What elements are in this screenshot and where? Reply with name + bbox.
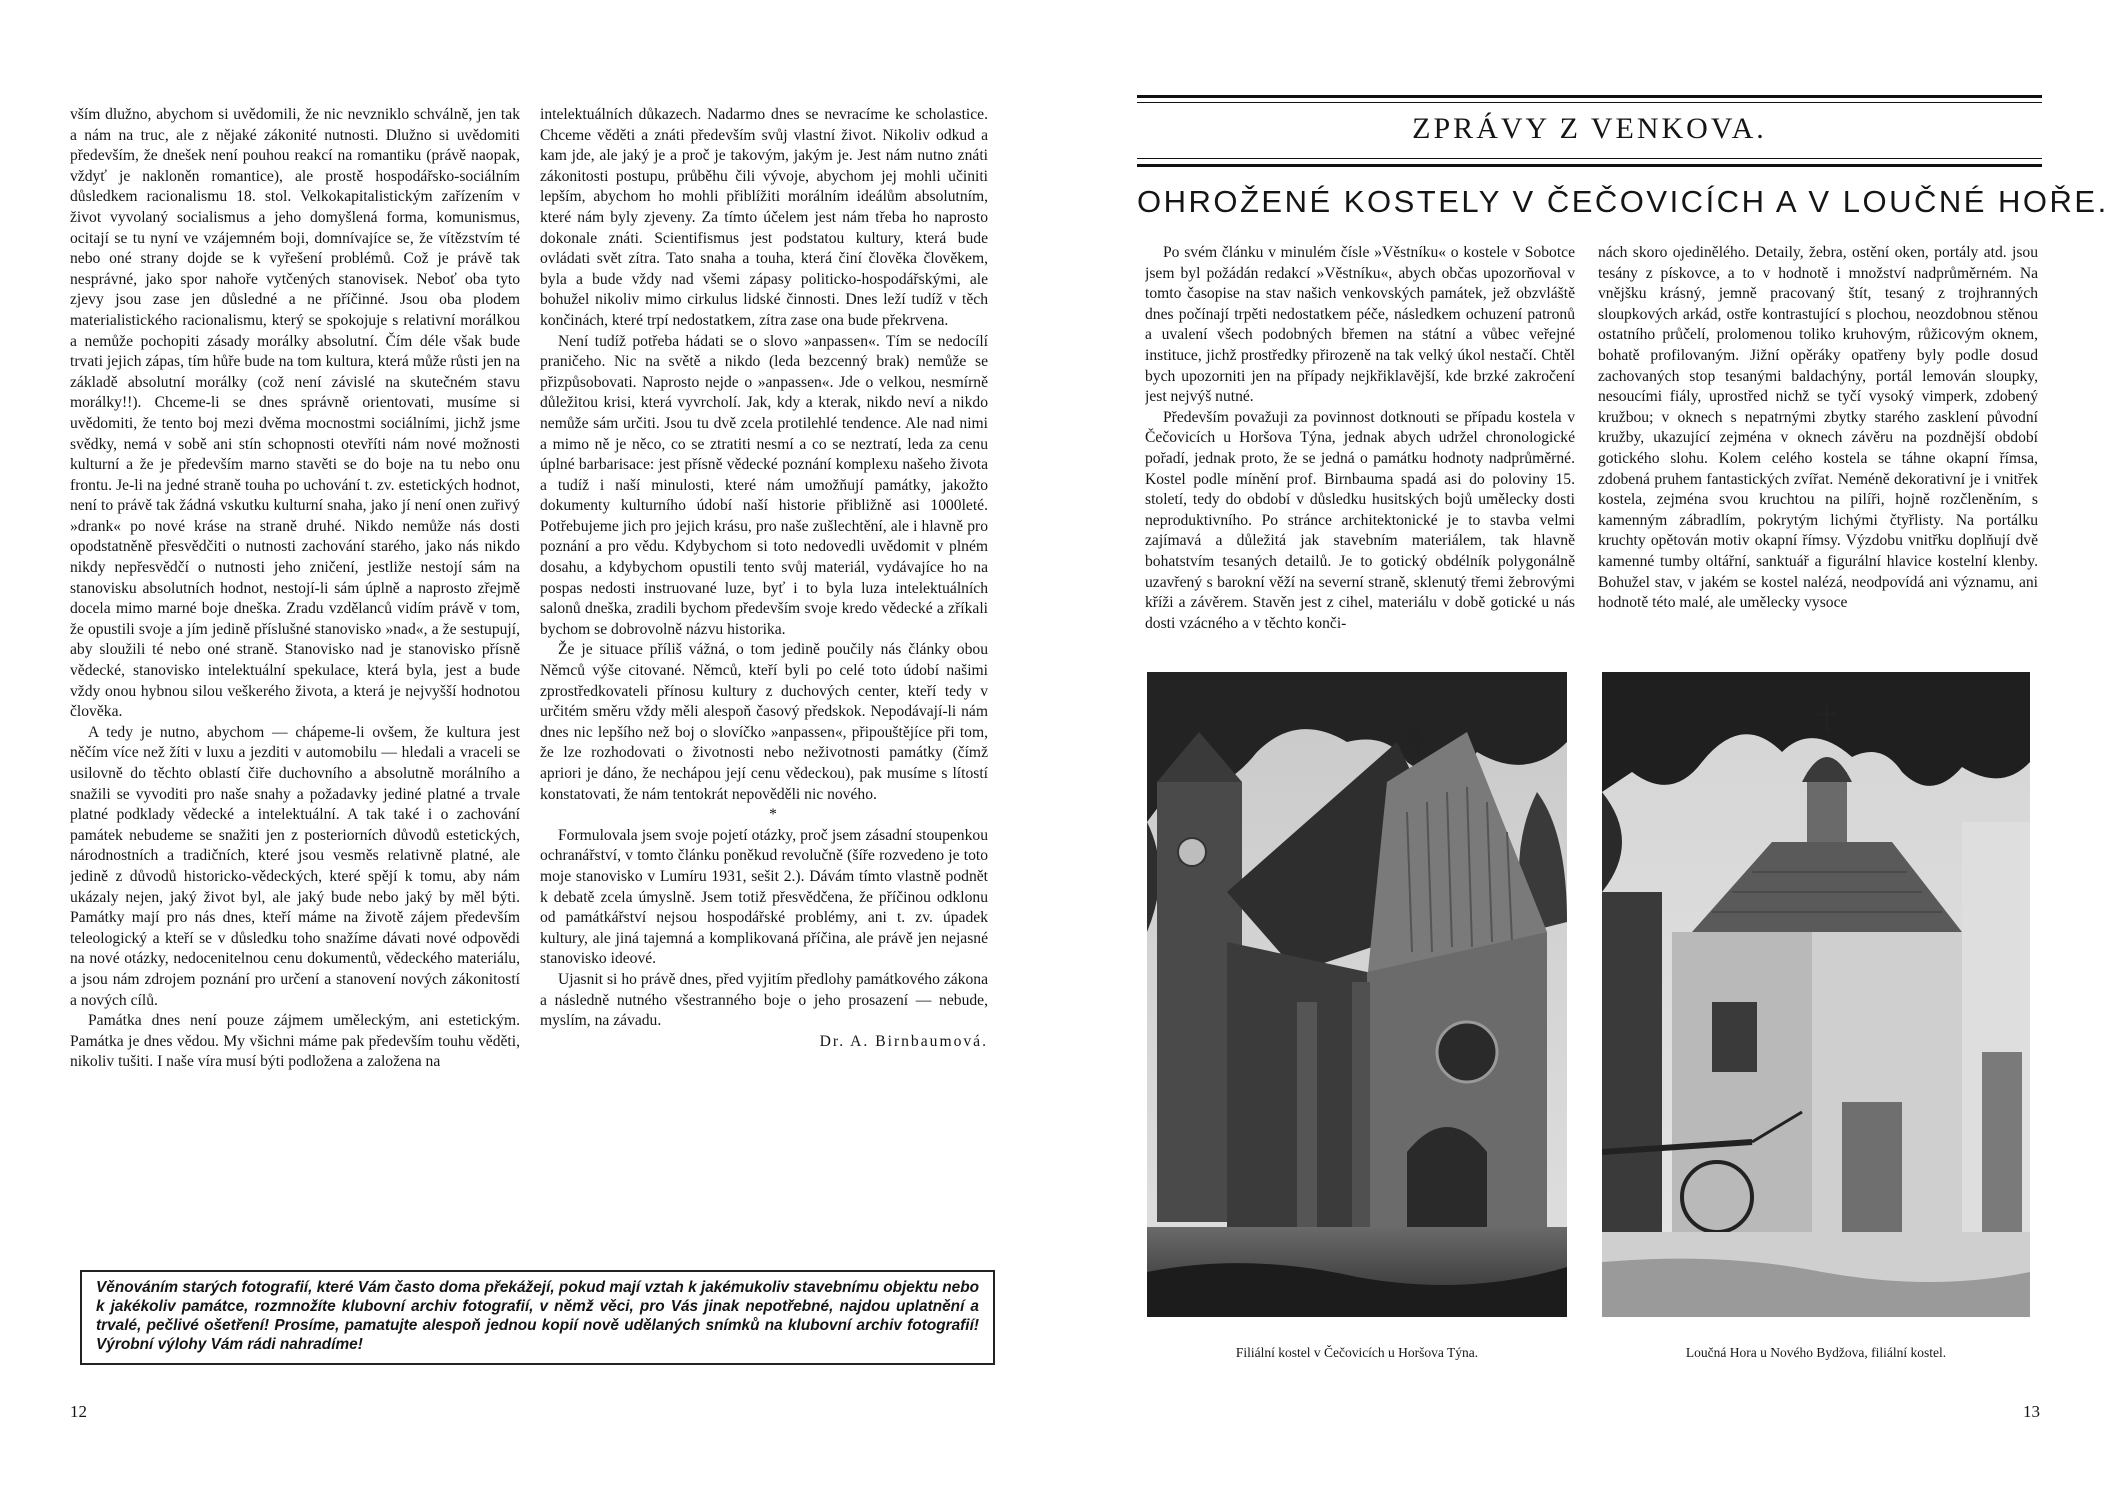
article-title: OHROŽENÉ KOSTELY V ČEČOVICÍCH A V LOUČNÉ HOŘE.	[1137, 184, 2109, 219]
page-number-left: 12	[70, 1402, 87, 1421]
church-loucna-hora-image	[1602, 672, 2030, 1317]
right-column-2	[1598, 243, 2038, 651]
page-number-right: 13	[2023, 1402, 2040, 1421]
header-rule	[1137, 95, 2042, 98]
paragraph: Po svém článku v minulém čísle »Věstníku« o kostele v Sobotce jsem byl požádán redakcí »Věstníku«, abych občas upozorňoval v tomto časopise na stav našich venkovských památek, jež obzvláště dnes počínají trpěti nedostatkem péče, následkem ochuzení patronů a uvalení všech podobných břemen na státní a vůbec veřejné instituce, jichž prostředky přirozeně na tak velký úkol nestačí. Chtěl bych upozorniti jen na případy nejkřiklavější, kde brzké zakročení jest nejvýš nutné.	[1145, 244, 1575, 406]
header-rule	[1137, 158, 2042, 159]
section-title: ZPRÁVY Z VENKOVA.	[1412, 112, 1767, 145]
right-column-1	[1145, 243, 1575, 651]
paragraph: Ujasnit si ho právě dnes, před vyjitím předlohy památkového zákona a následně nutného všestranného boje o jeho prosazení — nebude, myslím, na závadu.	[540, 970, 988, 1030]
paragraph: vším dlužno, abychom si uvědomili, že nic nevzniklo schválně, jen tak a nám na truc, ale z nějaké zákonité nutnosti. Dlužno si uvědomiti především, že dnešek není pouhou reakcí na romantiku (právě naopak, vždyť je nakloněn romantice), ale prostě hospodářsko-sociálním důsledkem racionalismu 18. stol. Velkokapitalistickým zařízením v život vyvolaný socialismus a jeho domyšlená forma, komunismus, ocitají se tu nyní ve vzájemném boji, domnívajíce se, že vítězstvím té nebo oné strany dojde se k vyřešení problémů. Což je právě tak nesprávné, jako spor nahoře vytčených stanovisek. Neboť oba tyto zjevy jsou zase jen důsledné a ne příčinné. Jsou oba plodem materialistického racionalismu, který se spokojuje s relativní morálkou a nemůže pochopiti zásady morálky absolutní. Čím déle však bude trvati jejich zápas, tím hůře bude na tom kultura, která může růsti jen na základě absolutní morálky (což není závislé na skutečném stavu morálky!!). Chceme-li se dnes správně orientovati, musíme si uvědomiti, že tento boj mezi dvěma mocnostmi sociálními, jichž jsme svědky, nemá v sobě ani stín schopnosti otevříti nám nové možnosti kulturní a že je především marno stavěti se do boje na tu nebo onu frontu. Je-li na jedné straně touha po uchování t. zv. estetických hodnot, není to právě tak žádná vskutku kulturní snaha, jako jí není onen zuřivý »drank« po nové kráse na straně druhé. Nikdo nemůže nás dosti opodstatněně přesvědčiti o nutnosti zachování starého, jako nás nikdo nikdy nepřesvědčí o nutnosti jeho zničení, jestliže nestojí sám na stanovisku absolutních hodnot, nestojí-li sám úplně a naprosto zřejmě docela mimo marné boje dneška. Zradu vzdělanců vidím právě v tom, že opustili svoje a jím jedině příslušné stanovisko »nad«, a že sestupují, aby sloužili té nebo oné straně. Stanovisko nad je stanovisko přísně vědecké, stanovisko intelektuální spekulace, která byla, jest a bude vždy onou hybnou silou veškerého života, a která je nejvyšší hodnotou člověka.	[70, 106, 520, 721]
church-photo-loucna-hora	[1602, 672, 2030, 1317]
paragraph: Památka dnes není pouze zájmem uměleckým, ani estetickým. Památka je dnes vědou. My všichni máme pak především touhu věděti, nikoliv tušiti. I naše víra musí býti podložena a založena na	[70, 1012, 520, 1071]
header-rule	[1137, 164, 2042, 167]
photo-caption-cecovice: Filiální kostel v Čečovicích u Horšova Týna.	[1235, 1345, 1479, 1360]
left-column-2	[540, 105, 988, 1255]
paragraph: Že je situace příliš vážná, o tom jedině poučily nás články obou Němců výše citované. Němců, kteří byli po celé toto údobí našimi zprostředkovateli přínosu kultury z duchových center, kteří tedy v určitém směru vždy měli alespoň časový předskok. Nepodávají-li nám dnes nic lepšího než boj o slovíčko »anpassen«, připouštějíce při tom, že lze rozhodovati o životnosti nebo neživotnosti památky (čímž apriori je dáno, že nechápou její cenu vědeckou), pak musíme s lítostí konstatovati, že nám tentokrát nepověděli nic nového.	[540, 641, 988, 803]
photo-caption-loucna-hora: Loučná Hora u Nového Bydžova, filiální kostel.	[1685, 1345, 1947, 1360]
church-cecovice-image	[1147, 672, 1567, 1317]
paragraph: Formulovala jsem svoje pojetí otázky, proč jsem zásadní stoupenkou ochranářství, v tomto článku poněkud revolučně (šíře rozvedeno je toto moje stanovisko v Lumíru 1931, sešit 2.). Dávám tímto vlastně podnět k debatě zcela úmyslně. Jsem totiž přesvědčena, že příčinou odklonu od památkářství nejsou hospodářské problémy, ani t. zv. úpadek kultury, ale jiná tajemná a komplikovaná příčina, ale právě jen nejasné stanovisko ideové.	[540, 826, 988, 968]
photo-archive-notice: Věnováním starých fotografií, které Vám často doma překážejí, pokud mají vztah k jakémukoliv stavebnímu objektu nebo k jakékoliv památce, rozmnožíte klubovní archiv fotografií, v němž věci, pro Vás jinak nepotřebné, najdou uplatnění a trvalé, pečlivé ošetření! Prosíme, pamatujte alespoň jednou kopií nově udělaných snímků na klubovní archiv fotografií! Výrobní výlohy Vám rádi nahradíme!	[80, 1270, 995, 1365]
paragraph: nách skoro ojedinělého. Detaily, žebra, ostění oken, portály atd. jsou tesány z pískovce, a to v hodnotě i množství nadprůměrném. Na vnějšku krásný, jemně pracovaný štít, tesaný z trojhranných sloupkových arkád, ostře kontrastující s plochou, neozdobnou stěnou ostatního průčelí, prolomenou toliko kruhovým, růžicovým oknem, bohatě profilovaným. Jižní opěráky opatřeny byly podle dosud zachovaných stop tesanými baldachýny, portál lemován sloupky, nesoucími fiály, uprostřed nichž se tyčí vysoký vimperk, zdobený kružbou; v oknech s nepatrnými zbytky starého zasklení původní kružby, ukazující zejména v oknech závěru na pozdnější období gotického slohu. Kolem celého kostela se táhne okapní římsa, zdobená pruhem fantastických zvířat. Neméně dekorativní je i vnitřek kostela, zejména svou kruchtou na pilíři, hojně rozčleněním, s kamenným zábradlím, pokrytým lichými čtyřlisty. Na portálku kruchty opětován motiv okapní římsy. Výzdobu vnitřku doplňují dvě kamenné tumby oltářní, sanktuář a figurální hlavice kostelní klenby. Bohužel stav, v jakém se kostel nalézá, neodpovídá ani významu, ani hodnotě této malé, ale umělecky vysoce	[1598, 244, 2038, 612]
paragraph: intelektuálních důkazech. Nadarmo dnes se nevracíme ke scholastice. Chceme věděti a znáti především svůj vlastní život. Nikoliv odkud a kam jde, ale jaký je a proč je takovým, jakým je. Jest nám nutno znáti zákonitosti postupu, průběhu čili vývoje, abychom jej mohli učiniti lepším, abychom ho mohli přiblížiti morálním ideálům absolutním, které nám byly zjeveny. Za tímto účelem jest nám třeba ho naprosto dokonale znáti. Scientifismus jest podstatou kultury, která bude ovládati svět zítra. Tato snaha a touha, která činí člověka člověkem, byla a bude vždy nad všemi zápasy politicko-hospodářskými, ale bohužel nikoliv mimo cirkulus lidské činnosti. Dnes leží tudíž v těch končinách, které trpí nedostatkem, zítra zase ona bude překrvena.	[540, 106, 988, 329]
church-photo-cecovice	[1147, 672, 1567, 1317]
header-rule	[1137, 102, 2042, 103]
left-column-1	[70, 105, 520, 1255]
paragraph: A tedy je nutno, abychom — chápeme-li ovšem, že kultura jest něčím více než žíti v luxu a jezditi v automobilu — hledali a vraceli se usilovně do těchto oblastí čiře duchovního a absolutně morálního a snažili se vyvoditi pro naše snahy a požadavky jediné platné a trvale platné podklady vědecké a intelektuální. A tak také i o zachování památek nebudeme se snažiti jen z posteriorních důvodů estetických, národnostních a tradičních, které jsou vesměs relativně platné, ale jedině z důvodů historicko-vědeckých, které spějí k tomu, aby nám ukázaly nejen, jaký život byl, ale jaký bude nebo jaký by měl býti. Památky mají pro nás dnes, kteří máme na životě zájem především teleologický a kteří se v důsledku toho snažíme dávati nové odpovědi na nové otázky, nedocenitelnou cenu dokumentů, vědeckého materiálu, a jsou nám zdrojem poznání pro určení a stanovení nových zákonitostí a nových cílů.	[70, 723, 520, 1009]
paragraph: Především považuji za povinnost dotknouti se případu kostela v Čečovicích u Horšova Týna, jednak abych udržel chronologické pořadí, jednak proto, že se jedná o památku hodnoty nadprůměrné. Kostel podle mínění prof. Birnbauma spadá asi do poloviny 15. století, tedy do období v důsledku husitských bojů umělecky dosti neproduktivního. Po stránce architektonické je to stavba velmi zajímavá a důležitá jak stavebním materiálem, tak hlavně bohatstvím tesaných detailů. Je to gotický obdélník polygonálně uzavřený s barokní věží na severní straně, sklenutý třemi žebrovými kříži a závěrem. Stavěn jest z cihel, materiálu v době gotické u nás dosti vzácného a v těchto konči-	[1145, 408, 1575, 632]
right-page	[1057, 0, 2114, 1500]
author-signature: Dr. A. Birnbaumová.	[819, 1032, 988, 1050]
section-separator: *	[769, 806, 777, 824]
paragraph: Není tudíž potřeba hádati se o slovo »anpassen«. Tím se nedocílí praničeho. Nic na světě a nikdo (leda bezcenný brak) nemůže se přizpůsobovati. Naprosto nejde o »anpassen«. Jde o velkou, nesmírně důležitou krisi, která vyvrcholí. Jak, kdy a kterak, nikdo neví a nikdo nemůže sám určiti. Jsou tu dvě zcela protilehlé tendence. Ale nad nimi a mimo ně je něco, co se ztratiti nesmí a co se neztratí, leda za cenu úplné barbarisace: jest přísně vědecké poznání komplexu našeho života a tudíž i naší minulosti, které nám umožňují památky, jakožto dokumenty kulturního údobí naší historie přibližně asi 1000leté. Potřebujeme jich pro jejich krásu, pro naše zušlechtění, ale i hlavně pro poznání a pro vědu. Kdybychom si toto nedovedli uvědomit v plném dosahu, a kdybychom opustili tento svůj materiál, vydávajíce ho na pospas nedosti instruované luze, byť i to byla luza intelektuálních salonů dneška, zradili bychom především svoje kredo vědecké a zříkali bychom se dobrovolně názvu historika.	[540, 332, 988, 638]
